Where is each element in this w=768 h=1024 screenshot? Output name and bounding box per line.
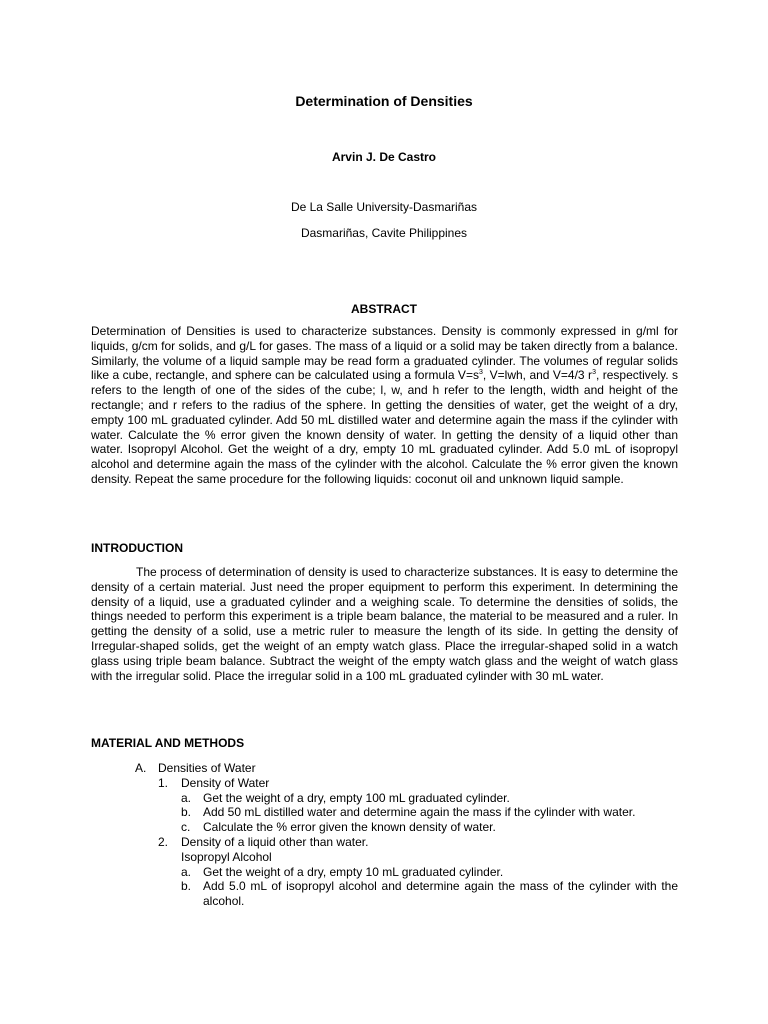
affiliation-location: Dasmariñas, Cavite Philippines bbox=[300, 226, 468, 240]
abstract-superscript-1: 3 bbox=[478, 369, 483, 377]
list-item-step bbox=[91, 805, 678, 820]
introduction-heading: INTRODUCTION bbox=[91, 541, 183, 555]
list-marker: 1. bbox=[158, 775, 169, 790]
list-item-sublabel-text: Isopropyl Alcohol bbox=[181, 849, 272, 864]
list-item-label: Density of Water bbox=[181, 775, 270, 790]
list-marker: a. bbox=[181, 864, 192, 879]
list-marker: c. bbox=[181, 820, 191, 835]
abstract-superscript-2: 3 bbox=[592, 369, 596, 377]
methods-list bbox=[91, 761, 678, 909]
abstract-text-part3: , respectively. s refers to the length of one of the sides of the cube; l, w, and h refer to the length, width and height of the rectangle; and r refers to the radius of the sphere. In getting the densities of water, get the weight of a dry, empty 100 mL graduated cylinder. Add 50 mL distilled water and determine again the mass if the cylinder with water. Calculate the % error given the known density of water. In getting the density of a liquid other than water. Isopropyl Alcohol. Get the weight of a dry, empty 10 mL graduated cylinder. Add 5.0 mL of isopropyl alcohol and determine again the mass of the cylinder with the alcohol. Calculate the % error given the known density. Repeat the same procedure for the following liquids: coconut oil and unknown liquid sample. bbox=[91, 368, 679, 486]
list-item-step bbox=[91, 820, 678, 835]
list-marker: b. bbox=[181, 879, 192, 894]
affiliation-institution: De La Salle University-Dasmariñas bbox=[290, 200, 478, 214]
author-name: Arvin J. De Castro bbox=[331, 150, 437, 164]
list-marker: A. bbox=[135, 761, 147, 775]
abstract-text-part1: Determination of Densities is used to characterize substances. Density is commonly expressed in g/ml for liquids, g/cm for solids, and g/L for gases. The mass of a liquid or a solid may be taken directly from a balance. Similarly, the volume of a liquid sample may be read form a graduated cylinder. The volumes of regular solids like a cube, rectangle, and sphere can be calculated using a formula V=s bbox=[91, 324, 678, 383]
list-item-sublabel bbox=[91, 850, 678, 865]
paper-title: Determination of Densities bbox=[295, 93, 473, 109]
list-marker: 2. bbox=[158, 834, 169, 849]
list-item-label: Densities of Water bbox=[158, 761, 256, 775]
list-marker: a. bbox=[181, 790, 192, 805]
list-item-step bbox=[91, 865, 678, 880]
list-item-text: Calculate the % error given the known density of water. bbox=[203, 820, 496, 835]
list-item-step bbox=[91, 791, 678, 806]
list-item-density-of-water bbox=[91, 776, 678, 791]
introduction-paragraph: The process of determination of density is used to characterize substances. It is easy to determine the density of a certain material. Just need the proper equipment to perform this experiment. In determining the density of a liquid, use a graduated cylinder and a weighing scale. To determine the densities of solids, the things needed to perform this experiment is a triple beam balance, the material to be measured and a ruler. In getting the density of a solid, use a metric ruler to measure the length of its side. In getting the density of Irregular-shaped solids, get the weight of an empty watch glass. Place the irregular-shaped solid in a watch glass using triple beam balance. Subtract the weight of the empty watch glass and the weight of watch glass with the irregular solid. Place the irregular solid in a 100 mL graduated cylinder with 30 mL water. bbox=[91, 565, 678, 683]
list-item-step bbox=[91, 879, 678, 909]
list-item-text: Add 5.0 mL of isopropyl alcohol and determine again the mass of the cylinder with the alcohol. bbox=[203, 879, 678, 909]
abstract-text-part2: , V=lwh, and V=4/3 r bbox=[482, 368, 593, 383]
list-marker: b. bbox=[181, 805, 192, 820]
list-item-text: Add 50 mL distilled water and determine again the mass if the cylinder with water. bbox=[203, 805, 636, 820]
list-item-text: Get the weight of a dry, empty 10 mL graduated cylinder. bbox=[203, 864, 504, 879]
list-item-text: Get the weight of a dry, empty 100 mL graduated cylinder. bbox=[203, 790, 510, 805]
abstract-heading: ABSTRACT bbox=[351, 302, 417, 316]
list-item-other-liquid bbox=[91, 835, 678, 850]
list-item-section-a bbox=[91, 761, 678, 776]
methods-heading: MATERIAL AND METHODS bbox=[91, 736, 245, 750]
list-item-label: Density of a liquid other than water. bbox=[181, 834, 369, 849]
abstract-paragraph bbox=[91, 324, 678, 487]
